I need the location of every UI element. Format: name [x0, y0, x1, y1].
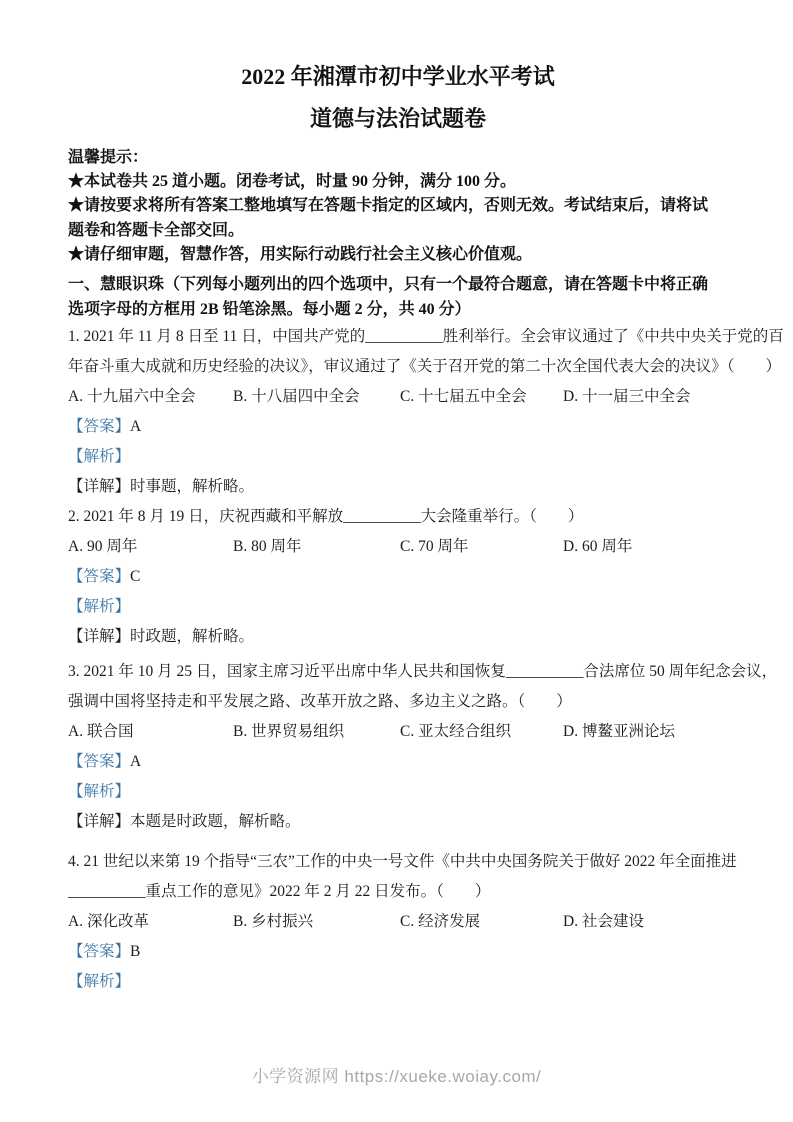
option-a: A. 深化改革 [68, 913, 149, 931]
question-text-line: 4. 21 世纪以来第 19 个指导“三农”工作的中央一号文件《中共中央国务院关于做好 2022 年全面推进 [68, 853, 737, 871]
notice-line: ★请按要求将所有答案工整地填写在答题卡指定的区域内，否则无效。考试结束后，请将试 [68, 197, 709, 215]
question-4 [68, 847, 737, 997]
analysis-label: 【解析】 [68, 598, 131, 616]
question-1 [68, 322, 784, 502]
answer-value: C [130, 568, 141, 586]
section-heading [68, 272, 728, 322]
option-b: B. 十八届四中全会 [233, 388, 360, 406]
options-row [68, 907, 728, 937]
notice-line: 题卷和答题卡全部交回。 [68, 221, 245, 239]
detail-text: 时政题，解析略。 [130, 628, 255, 646]
answer-line [68, 747, 728, 777]
detail-label: 【详解】 [68, 628, 131, 646]
section-heading-line: 一、慧眼识珠（下列每小题列出的四个选项中，只有一个最符合题意，请在答题卡中将正确 [68, 276, 709, 294]
answer-value: A [130, 418, 142, 436]
notice-line: ★请仔细审题，智慧作答，用实际行动践行社会主义核心价值观。 [68, 245, 533, 263]
analysis-label: 【解析】 [68, 783, 131, 801]
analysis-line [68, 442, 728, 472]
option-d: D. 60 周年 [563, 538, 633, 556]
option-a: A. 十九届六中全会 [68, 388, 196, 406]
answer-label: 【答案】 [68, 568, 131, 586]
detail-line [68, 622, 728, 652]
options-row [68, 382, 728, 412]
page-subtitle: 道德与法治试题卷 [309, 106, 486, 131]
option-c: C. 十七届五中全会 [400, 388, 527, 406]
analysis-line [68, 777, 728, 807]
page-title: 2022 年湘潭市初中学业水平考试 [241, 64, 555, 89]
question-3 [68, 657, 778, 837]
options-row [68, 717, 728, 747]
option-d: D. 十一届三中全会 [563, 388, 691, 406]
question-text-line: __________重点工作的意见》2022 年 2 月 22 日发布。（ ） [68, 883, 491, 901]
answer-value: B [130, 943, 141, 961]
detail-label: 【详解】 [68, 813, 131, 831]
answer-line [68, 412, 728, 442]
option-d: D. 社会建设 [563, 913, 644, 931]
answer-value: A [130, 753, 142, 771]
notice-line: ★本试卷共 25 道小题。闭卷考试，时量 90 分钟，满分 100 分。 [68, 173, 517, 191]
option-c: C. 70 周年 [400, 538, 469, 556]
option-c: C. 经济发展 [400, 913, 481, 931]
option-b: B. 世界贸易组织 [233, 723, 345, 741]
notice-block [68, 146, 728, 267]
question-text-line: 2. 2021 年 8 月 19 日，庆祝西藏和平解放__________大会隆重举行。（ ） [68, 508, 584, 526]
option-a: A. 联合国 [68, 723, 134, 741]
option-b: B. 80 周年 [233, 538, 302, 556]
answer-line [68, 937, 728, 967]
option-a: A. 90 周年 [68, 538, 138, 556]
analysis-line [68, 592, 728, 622]
option-c: C. 亚太经合组织 [400, 723, 512, 741]
answer-label: 【答案】 [68, 753, 131, 771]
document-content [68, 62, 784, 997]
detail-line [68, 472, 728, 502]
question-text-line: 强调中国将坚持走和平发展之路、改革开放之路、多边主义之路。（ ） [68, 693, 572, 711]
detail-line [68, 807, 728, 837]
section-heading-line: 选项字母的方框用 2B 铅笔涂黑。每小题 2 分，共 40 分） [68, 301, 471, 319]
analysis-label: 【解析】 [68, 973, 131, 991]
notice-heading: 温馨提示： [68, 149, 149, 166]
analysis-label: 【解析】 [68, 448, 131, 466]
option-b: B. 乡村振兴 [233, 913, 314, 931]
detail-text: 本题是时政题，解析略。 [130, 813, 301, 831]
question-text-line: 年奋斗重大成就和历史经验的决议》，审议通过了《关于召开党的第二十次全国代表大会的决议》（ ） [68, 358, 782, 376]
footer-watermark: 小学资源网 https://xueke.woiay.com/ [251, 1067, 542, 1086]
answer-label: 【答案】 [68, 943, 131, 961]
detail-text: 时事题，解析略。 [130, 478, 255, 496]
question-text-line: 3. 2021 年 10 月 25 日，国家主席习近平出席中华人民共和国恢复__________合法席位 50 周年纪念会议， [68, 663, 778, 681]
options-row [68, 532, 728, 562]
question-text-line: 1. 2021 年 11 月 8 日至 11 日，中国共产党的__________胜利举行。全会审议通过了《中共中央关于党的百 [68, 328, 784, 346]
analysis-line [68, 967, 728, 997]
detail-label: 【详解】 [68, 478, 131, 496]
question-2 [68, 502, 728, 652]
answer-label: 【答案】 [68, 418, 131, 436]
answer-line [68, 562, 728, 592]
option-d: D. 博鳌亚洲论坛 [563, 723, 675, 741]
